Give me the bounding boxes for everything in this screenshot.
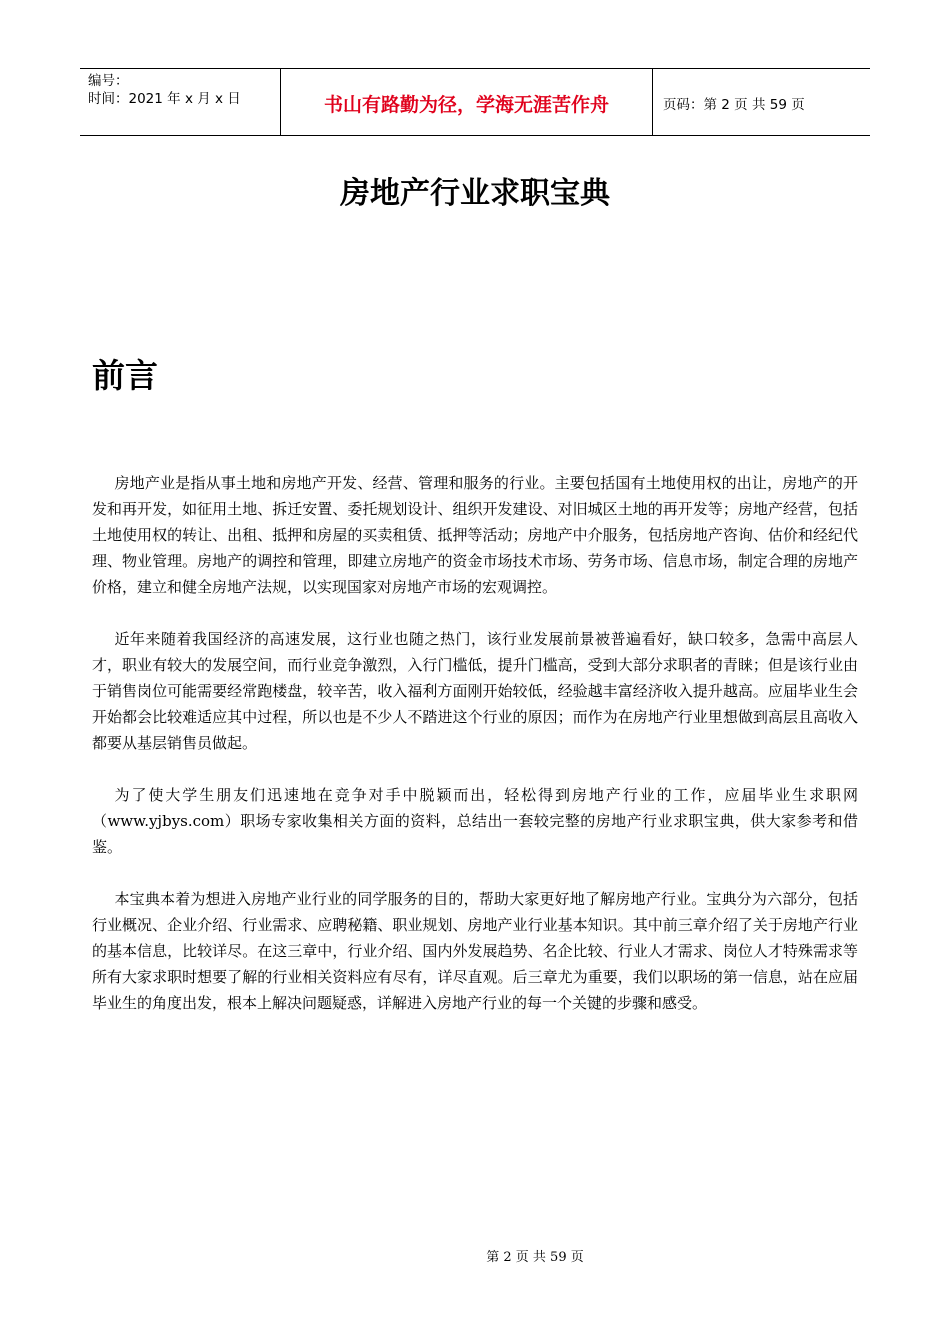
section-body — [92, 470, 858, 1042]
header-meta-cell — [80, 69, 281, 135]
header-date-label: 时间：2021 年 x 月 x 日 — [88, 91, 241, 107]
paragraph: 近年来随着我国经济的高速发展，这行业也随之热门，该行业发展前景被普遍看好，缺口较多，急需中高层人才，职业有较大的发展空间，而行业竞争激烈，入行门槛低，提升门槛高，受到大部分求职者的青睐；但是该行业由于销售岗位可能需要经常跑楼盘，较辛苦，收入福利方面刚开始较低，经验越丰富经济收入提升越高。应届毕业生会开始都会比较难适应其中过程，所以也是不少人不踏进这个行业的原因；而作为在房地产行业里想做到高层且高收入都要从基层销售员做起。 — [92, 630, 858, 752]
section-heading: 前言 — [92, 356, 158, 395]
header-motto: 书山有路勤为径，学海无涯苦作舟 — [281, 69, 653, 135]
paragraph: 本宝典本着为想进入房地产业行业的同学服务的目的，帮助大家更好地了解房地产行业。宝典分为六部分，包括行业概况、企业介绍、行业需求、应聘秘籍、职业规划、房地产业行业基本知识。其中前三章介绍了关于房地产行业的基本信息，比较详尽。在这三章中，行业介绍、国内外发展趋势、名企比较、行业人才需求、岗位人才特殊需求等所有大家求职时想要了解的行业相关资料应有尽有，详尽直观。后三章尤为重要，我们以职场的第一信息，站在应届毕业生的角度出发，根本上解决问题疑惑，详解进入房地产行业的每一个关键的步骤和感受。 — [92, 890, 858, 1012]
header-code-label: 编号： — [88, 73, 129, 89]
document-title: 房地产行业求职宝典 — [340, 176, 610, 211]
header-page-info: 页码：第 2 页 共 59 页 — [663, 97, 805, 113]
paragraph: 房地产业是指从事土地和房地产开发、经营、管理和服务的行业。主要包括国有土地使用权的出让，房地产的开发和再开发，如征用土地、拆迁安置、委托规划设计、组织开发建设、对旧城区土地的再开发等；房地产经营，包括土地使用权的转让、出租、抵押和房屋的买卖租赁、抵押等活动；房地产中介服务，包括房地产咨询、估价和经纪代理、物业管理。房地产的调控和管理，即建立房地产的资金市场技术市场、劳务市场、信息市场，制定合理的房地产价格，建立和健全房地产法规，以实现国家对房地产市场的宏观调控。 — [92, 474, 858, 596]
document-header — [80, 68, 870, 136]
paragraph: 为了使大学生朋友们迅速地在竞争对手中脱颖而出，轻松得到房地产行业的工作，应届毕业生求职网（www.yjbys.com）职场专家收集相关方面的资料，总结出一套较完整的房地产行业求职宝典，供大家参考和借鉴。 — [92, 786, 858, 856]
page-footer: 第 2 页 共 59 页 — [486, 1250, 584, 1265]
